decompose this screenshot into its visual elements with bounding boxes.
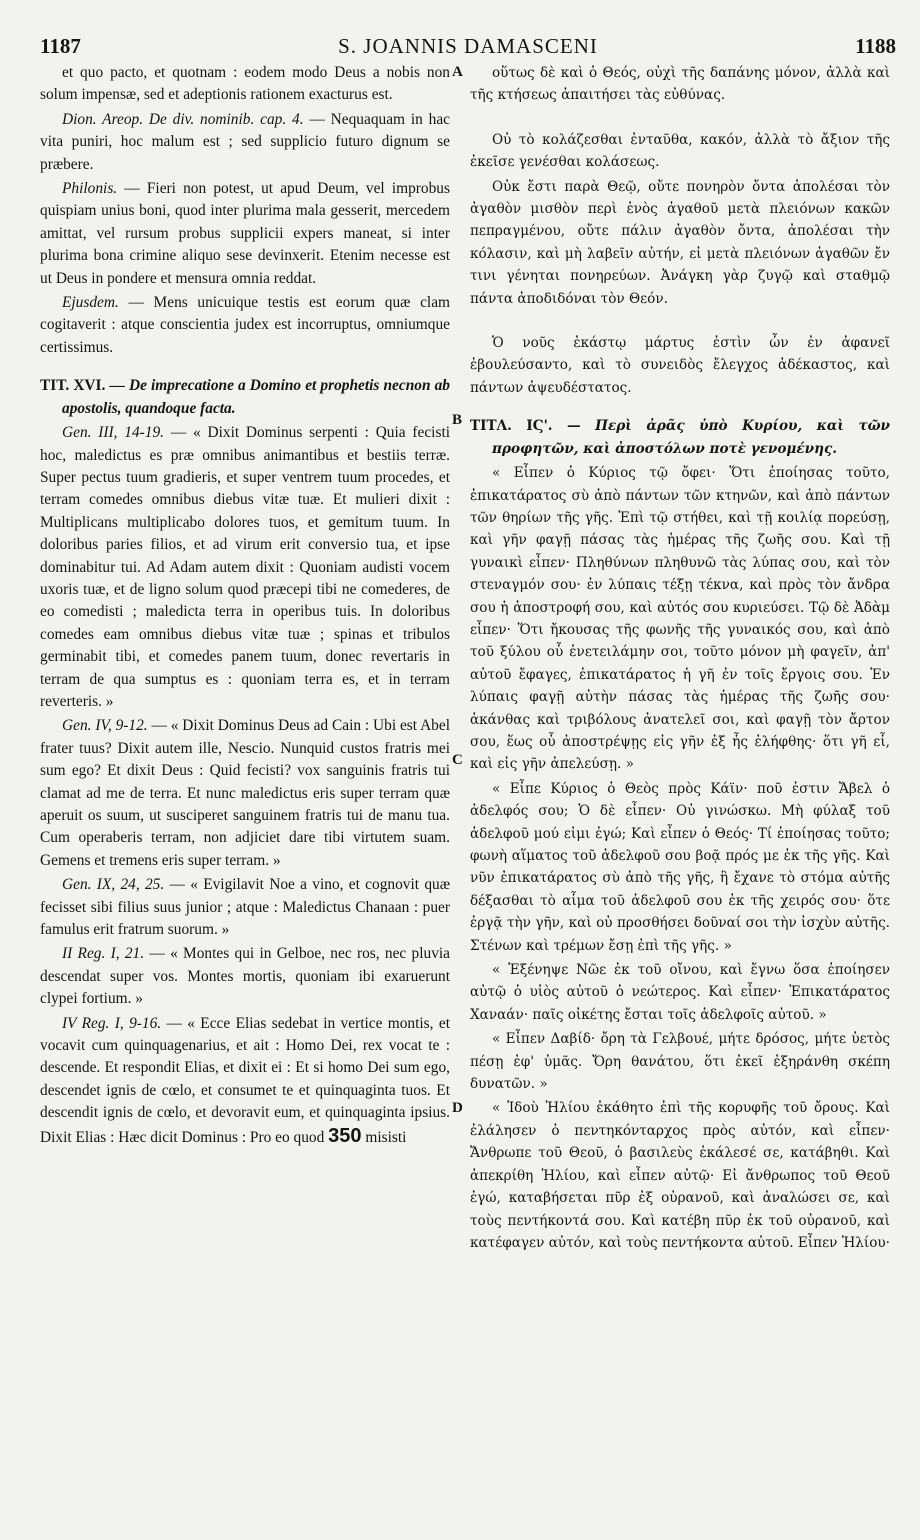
latin-section-title: TIT. XVI. — De imprecatione a Domino et prophetis necnon ab apostolis, quandoque facta. <box>40 377 450 417</box>
greek-paragraph: « Εἶπε Κύριος ὁ Θεὸς πρὸς Κάϊν· ποῦ ἐστιν Ἄβελ ὁ ἀδελφός σου; Ὁ δὲ εἶπεν· Οὐ γινώσκω. Μὴ φύλαξ τοῦ ἀδελφοῦ μού εἰμι ἐγώ; Καὶ εἶπεν ὁ Θεός· Τί ἐποίησας τοῦτο; φωνὴ αἵματος τοῦ ἀδελφοῦ σου βοᾷ πρός με ἐκ τῆς γῆς. Καὶ νῦν ἐπικατάρατος σὺ ἀπὸ τῆς γῆς, ἣ ἔχανε τὸ στόμα αὐτῆς δέξασθαι τὸ αἷμα τοῦ ἀδελφοῦ σου ἐκ τῆς χειρός σου· ὅτε ἐργᾷ τὴν γῆν, καὶ οὐ προσθήσει δοῦναί σοι τὴν ἰσχὺν αὐτῆς. Στένων καὶ τρέμων ἔσῃ ἐπὶ τῆς γῆς. » <box>470 780 890 954</box>
margin-letter-a: A <box>452 64 463 80</box>
greek-paragraph: οὕτως δὲ καὶ ὁ Θεός, οὐχὶ τῆς δαπάνης μόνον, ἀλλὰ καὶ τῆς κτήσεως ἀπαιτήσει τὰς εὐθύνας. <box>470 65 890 104</box>
greek-paragraph: « Εἶπεν Δαβίδ· ὄρη τὰ Γελβουέ, μήτε δρόσος, μήτε ὑετὸς πέσῃ ἐφ' ὑμᾶς. Ὄρη θανάτου, ὅτι ἐκεῖ ἐξηράνθη σκέπη δυνατῶν. » <box>470 1031 890 1093</box>
margin-letter-c: C <box>452 752 463 768</box>
column-number-left: 1187 <box>40 34 81 58</box>
greek-paragraph: « Ἐξένηψε Νῶε ἐκ τοῦ οἴνου, καὶ ἔγνω ὅσα ἐποίησεν αὐτῷ ὁ υἱὸς αὐτοῦ ὁ νεώτερος. Καὶ εἶπεν· Ἐπικατάρατος Χαναάν· παῖς οἰκέτης ἔσται τοῖς ἀδελφοῖς αὐτοῦ. » <box>470 962 890 1023</box>
page-number: 350 <box>328 1124 362 1147</box>
column-number-right: 1188 <box>855 34 896 58</box>
latin-paragraph: Dion. Areop. De div. nominib. cap. 4. — Nequaquam in hac vita puniri, hoc malum est ; sed supplicio futuro dignum se præbere. <box>40 110 450 173</box>
latin-paragraph: Gen. III, 14-19. — « Dixit Dominus serpenti : Quia fecisti hoc, maledictus es præ omnibus animantibus et bestiis terræ. Super pectus tuum gradieris, et super ventrem tuum procedes, et terram comedes omnibus diebus vitæ tuæ. Et mulieri dixit : Multiplicans multiplicabo dolores tuos, et gemitum tuum. In doloribus paries filios, et ad virum erit conversio tua, et ipse dominabitur tui. Ad Adam autem dixit : Quoniam audisti vocem uxoris tuæ, et de ligno solum quod præcepi tibi ne comederes, de eo comedisti ; maledicta terra in operibus tuis. In doloribus comedes eam omnibus diebus vitæ tuæ ; spinas et tribulos germinabit tibi, et comedes panem tuum, donec revertaris in terram de qua sumptus es : quoniam terra es, et in terram reverteris. » <box>40 424 450 710</box>
greek-column <box>470 62 890 1254</box>
margin-letter-d: D <box>452 1100 463 1116</box>
citation: Ejusdem. <box>62 294 119 312</box>
margin-letters <box>452 0 468 1540</box>
greek-paragraph: Οὐ τὸ κολάζεσθαι ἐνταῦθα, κακόν, ἀλλὰ τὸ ἄξιον τῆς ἐκεῖσε γενέσθαι κολάσεως. <box>470 131 890 171</box>
latin-paragraph: II Reg. I, 21. — « Montes qui in Gelboe, nec ros, nec pluvia descendat super vos. Montes mortis, quoniam ibi exaruerunt clypei fortium. » <box>40 945 451 1008</box>
greek-paragraph: « Εἶπεν ὁ Κύριος τῷ ὄφει· Ὅτι ἐποίησας τοῦτο, ἐπικατάρατος σὺ ἀπὸ πάντων τῶν κτηνῶν, καὶ ἀπὸ πάντων τῶν θηρίων τῆς γῆς. Ἐπὶ τῷ στήθει, καὶ τῇ κοιλίᾳ πορεύσῃ, καὶ γῆν φαγῇ πάσας τὰς ἡμέρας τῆς ζωῆς σου. Καὶ τῇ γυναικὶ εἶπεν· Πληθύνων πληθυνῶ τὰς λύπας σου, καὶ τὸν στεναγμόν σου· ἐν λύπαις τέξῃ τέκνα, καὶ πρὸς τὸν ἄνδρα σου ἡ ἀποστροφή σου, καὶ αὐτός σου κυριεύσει. Τῷ δὲ Ἀδὰμ εἶπεν· Ὅτι ἤκουσας τῆς φωνῆς τῆς γυναικός σου, καὶ ἀπὸ τοῦ ξύλου οὗ ἐνετειλάμην σοι, τοῦτο μόνον μὴ φαγεῖν, ἀπ' αὐτοῦ ἔφαγες, ἐπικατάρατος ἡ γῆ ἐν τοῖς ἔργοις σου. Ἐν λύπαις φαγῇ αὐτὴν πάσας τὰς ἡμέρας τῆς ζωῆς σου· ἀκάνθας καὶ τριβόλους ἀνατελεῖ σοι, καὶ φαγῇ τὸν ἄρτον σου, ἕως οὗ ἀποστρέψῃς εἰς γῆν ἐξ ἧς ἐλήφθης· ὅτι γῆ εἶ, καὶ εἰς γῆν ἀπελεύσῃ. » <box>470 465 890 773</box>
greek-section-title: ΤΙΤΛ. ΙϚ'. — Περὶ ἀρᾶς ὑπὸ Κυρίου, καὶ τῶν προφητῶν, καὶ ἀποστόλων ποτὲ γενομένης. <box>470 418 890 457</box>
greek-paragraph: Οὐκ ἔστι παρὰ Θεῷ, οὔτε πονηρὸν ὄντα ἀπολέσαι τὸν ἀγαθὸν μισθὸν περὶ ἑνὸς ἀγαθοῦ μετὰ πλειόνων κακῶν πεπραγμένου, οὔτε πάλιν ἀγαθὸν ὄντα, ἀπολέσαι τὴν κόλασιν, καὶ μὴ λαβεῖν αὐτήν, εἰ μετὰ πλειόνων ἀγαθῶν ἔν τινι γένηται πονηρεύων. Ἀνάγκη γὰρ ζυγῷ καὶ σταθμῷ πάντα ἀποδιδόναι τὸν Θεόν. <box>470 178 890 307</box>
citation: Philonis. <box>62 180 118 198</box>
latin-paragraph: Ejusdem. — Mens unicuique testis est eorum quæ clam cogitaverit : atque conscientia judex est incorruptus, omniumque certissimus. <box>40 294 450 356</box>
latin-column <box>40 62 450 1149</box>
latin-paragraph: et quo pacto, et quotnam : eodem modo Deus a nobis non solum impensæ, sed et adeptionis rationem exacturus est. <box>40 64 450 104</box>
citation: Dion. Areop. De div. nominib. cap. 4. <box>62 110 304 128</box>
latin-paragraph: Philonis. — Fieri non potest, ut apud Deum, vel improbus quispiam unius boni, quod inter plurima mala gesserit, mercedem amittat, vel rursum probus supplicii expers maneat, si inter plurima bona crimine aliquo sese devinxerit. Etenim necesse est ut Deus in pondere et mensura omnia reddat. <box>40 180 450 287</box>
citation: Gen. IV, 9-12. <box>62 717 148 735</box>
latin-paragraph: Gen. IV, 9-12. — « Dixit Dominus Deus ad Cain : Ubi est Abel frater tuus? Dixit autem ille, Nescio. Nunquid custos fratris mei sum ego? Et dixit Deus : Quid fecisti? vox sanguinis fratris tui clamat ad me de terra. Et nunc maledictus eris super terram quæ aperuit os suum, ut susciperet sanguinem fratris tui de manu tua. Cum operaberis terram, non adjiciet dare tibi virtutem suam. Gemens et tremens eris super terram. » <box>40 717 450 869</box>
greek-paragraph: « Ἰδοὺ Ἠλίου ἐκάθητο ἐπὶ τῆς κορυφῆς τοῦ ὄρους. Καὶ ἐλάλησεν ὁ πεντηκόνταρχος πρὸς αὐτόν, καὶ εἶπεν· Ἄνθρωπε τοῦ Θεοῦ, ὁ βασιλεὺς ἐκάλεσέ σε, κατάβηθι. Καὶ ἀπεκρίθη Ἠλίου, καὶ εἶπεν αὐτῷ· Εἰ ἄνθρωπος τοῦ Θεοῦ ἐγώ, καταβήσεται πῦρ ἐξ οὐρανοῦ, καὶ ἀναλώσει σε, καὶ τοὺς πεντήκοντά σου. Καὶ κατέβη πῦρ ἐκ τοῦ οὐρανοῦ, καὶ κατέφαγεν αὐτόν, καὶ τοὺς πεντήκοντα αὐτοῦ. Εἶπεν Ἠλίου· <box>470 1100 890 1251</box>
latin-paragraph: Gen. IX, 24, 25. — « Evigilavit Noe a vino, et cognovit quæ fecisset sibi filius suus junior ; atque : Maledictus Chanaan : puer famulus erit fratrum suorum. » <box>40 876 450 939</box>
latin-paragraph: IV Reg. I, 9-16. — « Ecce Elias sedebat in vertice montis, et vocavit cum quinquagenarius, et ait : Homo Dei, rex vocat te : descende. Et respondit Elias, et dixit ei : Et si homo Dei sum ego, descendet ignis de cœlo, et consumet te et quinquaginta tuos. Et descendit ignis de cœlo, et devoravit eum, et quinquaginta ipsius. Dixit Elias : Hæc dicit Dominus : Pro eo quod 350 misisti <box>40 1014 450 1147</box>
running-header <box>40 34 896 62</box>
citation: Gen. III, 14-19. <box>62 424 165 442</box>
greek-paragraph: Ὁ νοῦς ἑκάστῳ μάρτυς ἐστὶν ὧν ἐν ἀφανεῖ ἐβουλεύσαντο, καὶ τὸ συνειδὸς ἔλεγχος ἀδέκαστος, καὶ πάντων ἀψευδέστατος. <box>470 335 890 396</box>
citation: Gen. IX, 24, 25. <box>62 876 165 894</box>
running-title: S. JOANNIS DAMASCENI <box>338 34 598 58</box>
margin-letter-b: B <box>452 412 463 428</box>
citation: IV Reg. I, 9-16. <box>62 1014 162 1032</box>
citation: II Reg. I, 21. <box>62 945 145 963</box>
